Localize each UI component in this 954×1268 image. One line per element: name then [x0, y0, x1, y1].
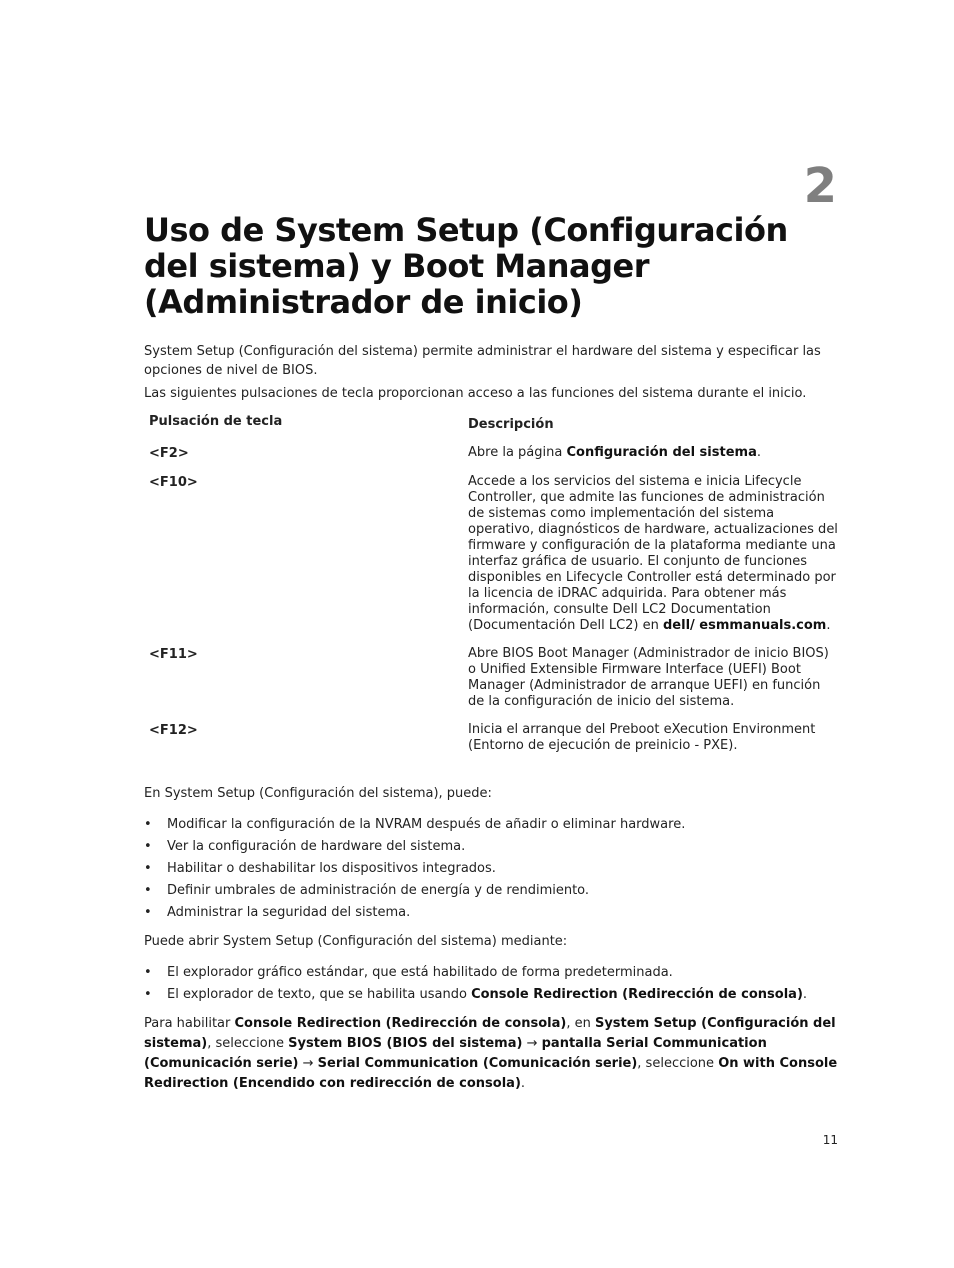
paragraph-segment: . — [520, 1076, 526, 1091]
intro-paragraph-1: System Setup (Configuración del sistema) permite administrar el hardware del sistema y especificar las opciones de nivel de BIOS. — [144, 344, 821, 378]
open-intro-paragraph: Puede abrir System Setup (Configuración del sistema) mediante: — [144, 934, 568, 949]
list-item: • Definir umbrales de administración de energía y de rendimiento. — [144, 881, 844, 903]
paragraph-segment: , seleccione — [637, 1056, 719, 1071]
key-cell: <F2> — [149, 446, 189, 461]
paragraph-segment: → — [298, 1056, 318, 1071]
key-cell: <F10> — [149, 475, 198, 490]
description-text: Inicia el arranque del Preboot eXecution Environment (Entorno de ejecución de preinicio - PXE). — [468, 722, 816, 753]
paragraph-bold-segment: Serial Communication (Comunicación serie) — [317, 1056, 638, 1071]
description-cell — [468, 722, 840, 766]
description-end: . — [756, 445, 761, 460]
paragraph-bold-segment: System Setup (Configuración del sistema) — [144, 1016, 836, 1051]
paragraph-segment: → — [522, 1036, 542, 1051]
paragraph-bold-segment: System BIOS (BIOS del sistema) — [288, 1036, 523, 1051]
page-number: 11 — [822, 1133, 838, 1147]
description-text: Accede a los servicios del sistema e inicia Lifecycle Controller, que admite las funciones de administración de sistemas como implementación del sistema operativo, diagnósticos de hardware, actualizaciones del firmware y configuración de la plataforma mediante una interfaz gráfica de usuario. El conjunto de funciones disponibles en Lifecycle Controller está determinado por la licencia de iDRAC adquirida. Para obtener más información, consulte Dell LC2 Documentation (Documentación Dell LC2) en — [468, 474, 838, 633]
list-item — [144, 963, 844, 985]
list-item-end: . — [802, 987, 808, 1002]
description-cell — [468, 474, 840, 646]
column-header-description: Descripción — [468, 417, 554, 432]
table-row — [144, 474, 840, 646]
paragraph-segment: Para habilitar — [144, 1016, 235, 1031]
setup-intro-paragraph: En System Setup (Configuración del sistema), puede: — [144, 786, 492, 801]
console-redirection-paragraph — [144, 1014, 844, 1094]
intro-paragraph-2: Las siguientes pulsaciones de tecla proporcionan acceso a las funciones del sistema durante el inicio. — [144, 386, 807, 401]
column-header-key: Pulsación de tecla — [149, 414, 283, 429]
list-item: • Habilitar o deshabilitar los dispositivos integrados. — [144, 859, 844, 881]
description-cell — [468, 646, 840, 722]
paragraph-segment: , seleccione — [207, 1036, 289, 1051]
list-item: • Modificar la configuración de la NVRAM después de añadir o eliminar hardware. — [144, 815, 844, 837]
paragraph-bold-segment: On with Console Redirection (Encendido con redirección de consola) — [144, 1056, 838, 1091]
chapter-number: 2 — [803, 158, 837, 214]
paragraph-bold-segment: Console Redirection (Redirección de consola) — [234, 1016, 567, 1031]
keystroke-table — [144, 410, 840, 766]
table-row — [144, 646, 840, 722]
list-item-bold: Console Redirection (Redirección de consola) — [471, 987, 803, 1002]
description-text: Abre BIOS Boot Manager (Administrador de inicio BIOS) o Unified Extensible Firmware Interface (UEFI) Boot Manager (Administrador de arranque UEFI) en función de la configuración de inicio del sistema. — [468, 646, 829, 709]
list-item-text: El explorador de texto, que se habilita usando — [167, 987, 472, 1002]
open-methods-list — [144, 963, 844, 1007]
description-bold: Configuración del sistema — [566, 445, 757, 460]
table-header-row — [144, 410, 840, 445]
description-bold: dell/ esmmanuals.com — [663, 618, 827, 633]
list-item-text: El explorador gráfico estándar, que está habilitado de forma predeterminada. — [167, 965, 673, 980]
list-item — [144, 985, 844, 1007]
setup-options-list — [144, 815, 844, 925]
table-row — [144, 445, 840, 474]
list-item: • Administrar la seguridad del sistema. — [144, 903, 844, 925]
paragraph-bold-segment: pantalla Serial Communication (Comunicación serie) — [144, 1036, 767, 1071]
page-title: Uso de System Setup (Configuración del sistema) y Boot Manager (Administrador de inicio) — [144, 211, 788, 321]
description-text: Abre la página — [468, 445, 567, 460]
description-cell — [468, 445, 840, 474]
paragraph-segment: , en — [566, 1016, 595, 1031]
table-row — [144, 722, 840, 766]
key-cell: <F11> — [149, 647, 198, 662]
description-end: . — [826, 618, 831, 633]
key-cell: <F12> — [149, 723, 198, 738]
list-item: • Ver la configuración de hardware del sistema. — [144, 837, 844, 859]
